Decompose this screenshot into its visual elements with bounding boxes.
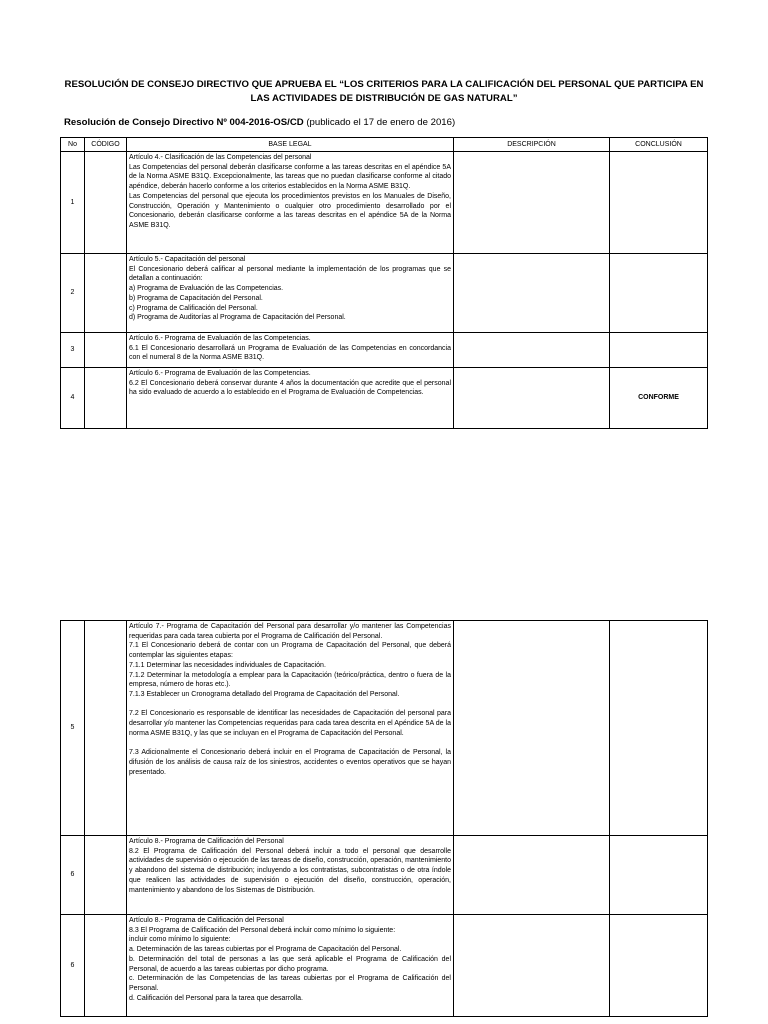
legal-paragraph: Artículo 4.- Clasificación de las Competencias del personal — [129, 154, 312, 161]
legal-paragraph: d) Programa de Auditorías al Programa de Capacitación del Personal. — [129, 314, 346, 322]
row-number: 5 — [61, 621, 85, 836]
row-conclusion — [610, 333, 708, 368]
row-codigo — [85, 254, 127, 333]
legal-paragraph: Artículo 6.- Programa de Evaluación de las Competencias. — [129, 335, 311, 342]
row-conclusion — [610, 152, 708, 254]
document-subtitle — [64, 116, 455, 130]
header-no: No — [61, 138, 85, 152]
document-title: RESOLUCIÓN DE CONSEJO DIRECTIVO QUE APRUEBA EL “LOS CRITERIOS PARA LA CALIFICACIÓN DEL PERSONAL QUE PARTICIPA EN LAS ACTIVIDADES DE DISTRIBUCIÓN DE GAS NATURAL” — [64, 79, 704, 104]
row-number: 3 — [61, 333, 85, 368]
legal-paragraph: Artículo 8.- Programa de Calificación del Personal — [129, 838, 284, 845]
row-base-legal — [127, 368, 454, 429]
row-codigo — [85, 152, 127, 254]
row-descripcion — [454, 836, 610, 915]
legal-paragraph: c) Programa de Calificación del Personal. — [129, 304, 258, 312]
legal-paragraph: 8.3 El Programa de Calificación del Personal deberá incluir como mínimo lo siguiente: — [129, 926, 396, 934]
row-number: 6 — [61, 836, 85, 915]
header-descripcion: DESCRIPCIÓN — [454, 138, 610, 152]
row-codigo — [85, 836, 127, 915]
compliance-table-continued — [60, 620, 708, 1017]
row-number: 6 — [61, 915, 85, 1017]
legal-paragraph: 8.2 El Programa de Calificación del Personal deberá incluir a todo el personal que desarrolle actividades de supervisión o ejecución de las tareas de diseño, construcción, operación, mantenimiento y abandono del sistema de distribución; incluyendo a los contratistas, subcontratistas o de otra índole que realicen las actividades de supervisión o ejecución del diseño, construcción, operación, mantenimiento y abandono de los Sistemas de Distribución. — [129, 847, 451, 894]
legal-paragraph: 6.1 El Concesionario desarrollará un Programa de Evaluación de las Competencias en concordancia con el numeral 8 de la Norma ASME B31Q. — [129, 344, 451, 362]
row-number: 2 — [61, 254, 85, 333]
row-descripcion — [454, 915, 610, 1017]
legal-paragraph: d. Calificación del Personal para la tarea que desarrolla. — [129, 994, 303, 1002]
legal-paragraph: Artículo 8.- Programa de Calificación del Personal — [129, 917, 284, 924]
table-row — [61, 915, 708, 1017]
legal-paragraph: 7.1.1 Determinar las necesidades individuales de Capacitación. — [129, 661, 326, 669]
table-row — [61, 333, 708, 368]
row-base-legal — [127, 254, 454, 333]
header-conclusion: CONCLUSIÓN — [610, 138, 708, 152]
row-base-legal — [127, 152, 454, 254]
row-codigo — [85, 368, 127, 429]
legal-paragraph: a. Determinación de las tareas cubiertas por el Programa de Capacitación del Personal. — [129, 946, 402, 954]
row-descripcion — [454, 621, 610, 836]
row-conclusion — [610, 254, 708, 333]
row-descripcion — [454, 333, 610, 368]
row-conclusion: CONFORME — [610, 368, 708, 429]
table-row — [61, 836, 708, 915]
legal-paragraph: 6.2 El Concesionario deberá conservar durante 4 años la documentación que acredite que el personal ha sido evaluado de acuerdo a lo establecido en el Programa de Evaluación de Competencias. — [129, 379, 451, 397]
legal-paragraph: 7.1.2 Determinar la metodología a emplear para la Capacitación (teórico/práctica, dentro o fuera de la empresa, número de horas etc.). — [129, 671, 451, 689]
row-base-legal — [127, 915, 454, 1017]
legal-paragraph: Artículo 7.- Programa de Capacitación del Personal para desarrollar y/o mantener las Competencias requeridas para cada tarea cubierta por el Programa de Calificación del Personal. — [129, 623, 451, 640]
subtitle-publication-date: (publicado el 17 de enero de 2016) — [303, 117, 456, 128]
legal-paragraph: c. Determinación de las Competencias de las tareas cubiertas por el Programa de Calificación del Personal. — [129, 975, 451, 992]
row-conclusion — [610, 915, 708, 1017]
row-number: 1 — [61, 152, 85, 254]
legal-paragraph: b. Determinación del total de personas a las que será aplicable el Programa de Calificación del Personal, de acuerdo a las tareas cubiertas por dicho programa. — [129, 955, 451, 973]
row-descripcion — [454, 254, 610, 333]
row-base-legal — [127, 621, 454, 836]
legal-paragraph: incluir como mínimo lo siguiente: — [129, 936, 231, 944]
row-codigo — [85, 621, 127, 836]
row-descripcion — [454, 152, 610, 254]
row-codigo — [85, 915, 127, 1017]
table-row — [61, 621, 708, 836]
legal-paragraph: Artículo 5.- Capacitación del personal — [129, 256, 246, 263]
row-conclusion — [610, 836, 708, 915]
legal-paragraph: b) Programa de Capacitación del Personal. — [129, 294, 263, 302]
table-row — [61, 152, 708, 254]
legal-paragraph: 7.1 El Concesionario deberá de contar con un Programa de Capacitación del Personal, que deberá contemplar las siguientes etapas: — [129, 642, 451, 660]
row-descripcion — [454, 368, 610, 429]
legal-paragraph: Las Competencias del personal deberán clasificarse conforme a las tareas descritas en el apéndice 5A de la Norma ASME B31Q. Excepcionalmente, las tareas que no puedan clasificarse conforme al citado apéndice, deberán hacerlo conforme a los criterios establecidos en la Norma ASME B31Q. — [129, 163, 451, 191]
legal-paragraph: 7.2 El Concesionario es responsable de identificar las necesidades de Capacitación del personal para desarrollar y/o mantener las Competencias requeridas para cada tarea descrita en el Apéndice 5A de la norma ASME B31Q, y las que se incluyan en el Programa de Capacitación del Personal. — [129, 710, 451, 737]
table-row — [61, 368, 708, 429]
legal-paragraph: Las Competencias del personal que ejecuta los procedimientos previstos en los Manuales de Diseño, Construcción, Operación y Mantenimiento o cualquier otro procedimiento desarrollado por el Concesionario, deberán clasificarse conforme a las tareas descritas en el apéndice 5A de la Norma ASME B31Q. — [129, 192, 451, 229]
subtitle-resolution: Resolución de Consejo Directivo Nº 004-2016-OS/CD — [64, 117, 304, 128]
legal-paragraph: 7.1.3 Establecer un Cronograma detallado del Programa de Capacitación del Personal. — [129, 690, 400, 698]
row-base-legal — [127, 836, 454, 915]
legal-paragraph: Artículo 6.- Programa de Evaluación de las Competencias. — [129, 370, 311, 377]
header-base-legal: BASE LEGAL — [127, 138, 454, 152]
header-codigo: CÓDIGO — [85, 138, 127, 152]
row-number: 4 — [61, 368, 85, 429]
row-codigo — [85, 333, 127, 368]
legal-paragraph: 7.3 Adicionalmente el Concesionario deberá incluir en el Programa de Capacitación de Personal, la difusión de los análisis de causa raíz de los siniestros, accidentes o eventos operativos que se hayan presentado. — [129, 749, 451, 776]
legal-paragraph: El Concesionario deberá calificar al personal mediante la implementación de los programas que se detallan a continuación: — [129, 265, 451, 283]
compliance-table — [60, 137, 708, 429]
legal-paragraph: a) Programa de Evaluación de las Competencias. — [129, 285, 284, 293]
row-base-legal — [127, 333, 454, 368]
row-conclusion — [610, 621, 708, 836]
table-header-row — [61, 138, 708, 152]
table-row — [61, 254, 708, 333]
